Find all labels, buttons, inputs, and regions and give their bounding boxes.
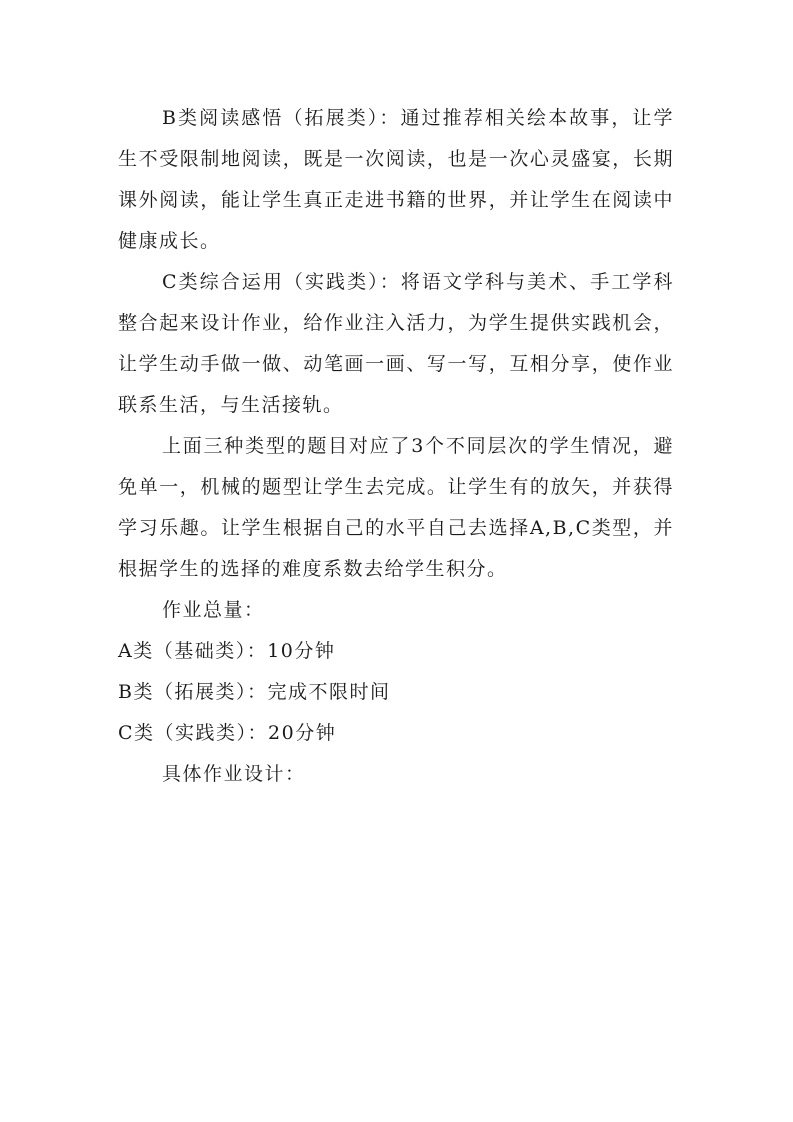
paragraph-summary: 上面三种类型的题目对应了3个不同层次的学生情况，避免单一，机械的题型让学生去完成。让学生有的放矢，并获得学习乐趣。让学生根据自己的水平自己去选择A,B,C类型，并根据学生的选择的难度系数去给学生积分。	[118, 435, 674, 580]
design-heading: 具体作业设计：	[162, 763, 306, 785]
document-body	[118, 98, 674, 795]
paragraph-type-c: C类综合运用（实践类）：将语文学科与美术、手工学科整合起来设计作业，给作业注入活力，为学生提供实践机会，让学生动手做一做、动笔画一画、写一写，互相分享，使作业联系生活，与生活接轨。	[118, 271, 674, 416]
total-heading: 作业总量：	[162, 599, 265, 621]
total-item-c: C类（实践类）：20分钟	[118, 722, 337, 744]
paragraph-type-b: B类阅读感悟（拓展类）：通过推荐相关绘本故事，让学生不受限制地阅读，既是一次阅读，也是一次心灵盛宴，长期课外阅读，能让学生真正走进书籍的世界，并让学生在阅读中健康成长。	[118, 107, 674, 252]
total-item-b: B类（拓展类）：完成不限时间	[118, 681, 391, 703]
total-item-a: A类（基础类）：10分钟	[118, 640, 336, 662]
